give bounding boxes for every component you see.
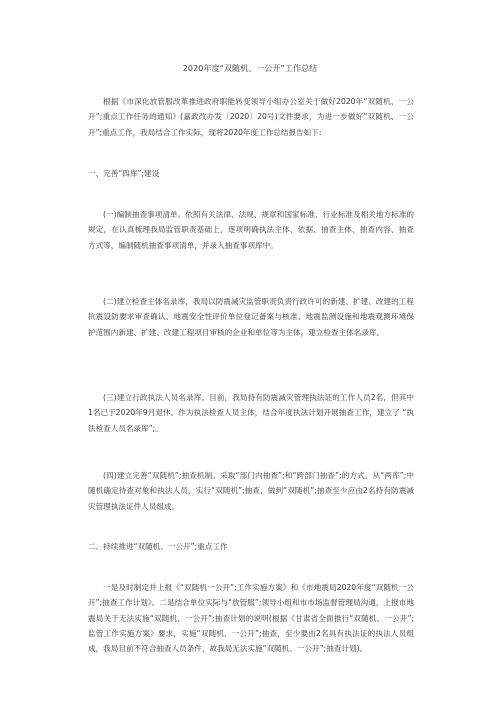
document-title: 2020年度“双随机、一公开”工作总结 bbox=[182, 64, 318, 73]
section-1-paragraph-1: (一)编制抽查事项清单。依照有关法律、法规、规章和国家标准、行业标准及相关地方标准的规定，在认真梳理我局监管职责基础上，逐项明确执法主体、依据、抽查主体、抽查内容、抽查方式等，编制随机抽查事项清单，并录入抽查事项库中。 bbox=[88, 210, 414, 250]
intro-paragraph: 根据《市深化放管服改革推进政府职能转变领导小组办公室关于做好2020年“双随机、一公开”;重点工作任务的通知》(嘉政改办发〔2020〕20号)文件要求，为进一步做好“双随机、一公开”;重点工作，我局结合工作实际，现将2020年度工作总结报告如下: bbox=[88, 97, 414, 137]
section-1-paragraph-3: (三)建立行政执法人员名录库。目前，我局持有防震减灾管理执法证的工作人员2名，但其中1名已于2020年9月退休。作为执法检查人员主体，结合年度执法计划开展抽查工作，建立了 “执法检查人员名录库”;。 bbox=[88, 393, 414, 433]
section-1-paragraph-4: (四)建立完善“双随机”;抽查机制。采取“部门内抽查”;和“跨部门抽查”;的方式，从“两库”;中随机确定待查对象和执法人员，实行“双随机”;抽查，做到“双随机”;抽查至少应由2名持有防震减灾管理执法证件人员组成。 bbox=[88, 471, 414, 511]
section-1-heading: 一、完善“四库”;建设 bbox=[88, 169, 160, 178]
section-1-paragraph-2: (二)建立检查主体名录库，我局以防震减灾监管职责负责行政许可的新建、扩建、改建的工程抗震设防要求审查确认、地震安全性评价单位登记备案与核准、地震监测设施和地震观测环境保护范围内新建、扩建、改建工程项目审核的企业和单位等为主体，建立检查主体名录库。 bbox=[88, 297, 414, 337]
section-2-heading: 二、持续推进“双随机、一公开”;重点工作 bbox=[88, 542, 228, 551]
section-2-paragraph-1: 一是及时制定并上报《“双随机一公开”;工作实施方案》和《市地震局2020年度“双随机一公开”;抽查工作计划》。二是结合单位实际与“放管服”;领导小组和市市场监督管理局沟通，上报市地震局关于无法实施“双随机、一公开”;抽查计划的说明(根据《甘肃省全面推行“双随机、一公开”;监管工作实施方案》要求，实施“双随机、一公开”;抽查，至少要由2名具有执法证的执法人员组成，我局目前不符合抽查人员条件，故我局无法实施“双随机、一公开”;抽查计划)。 bbox=[88, 583, 414, 654]
